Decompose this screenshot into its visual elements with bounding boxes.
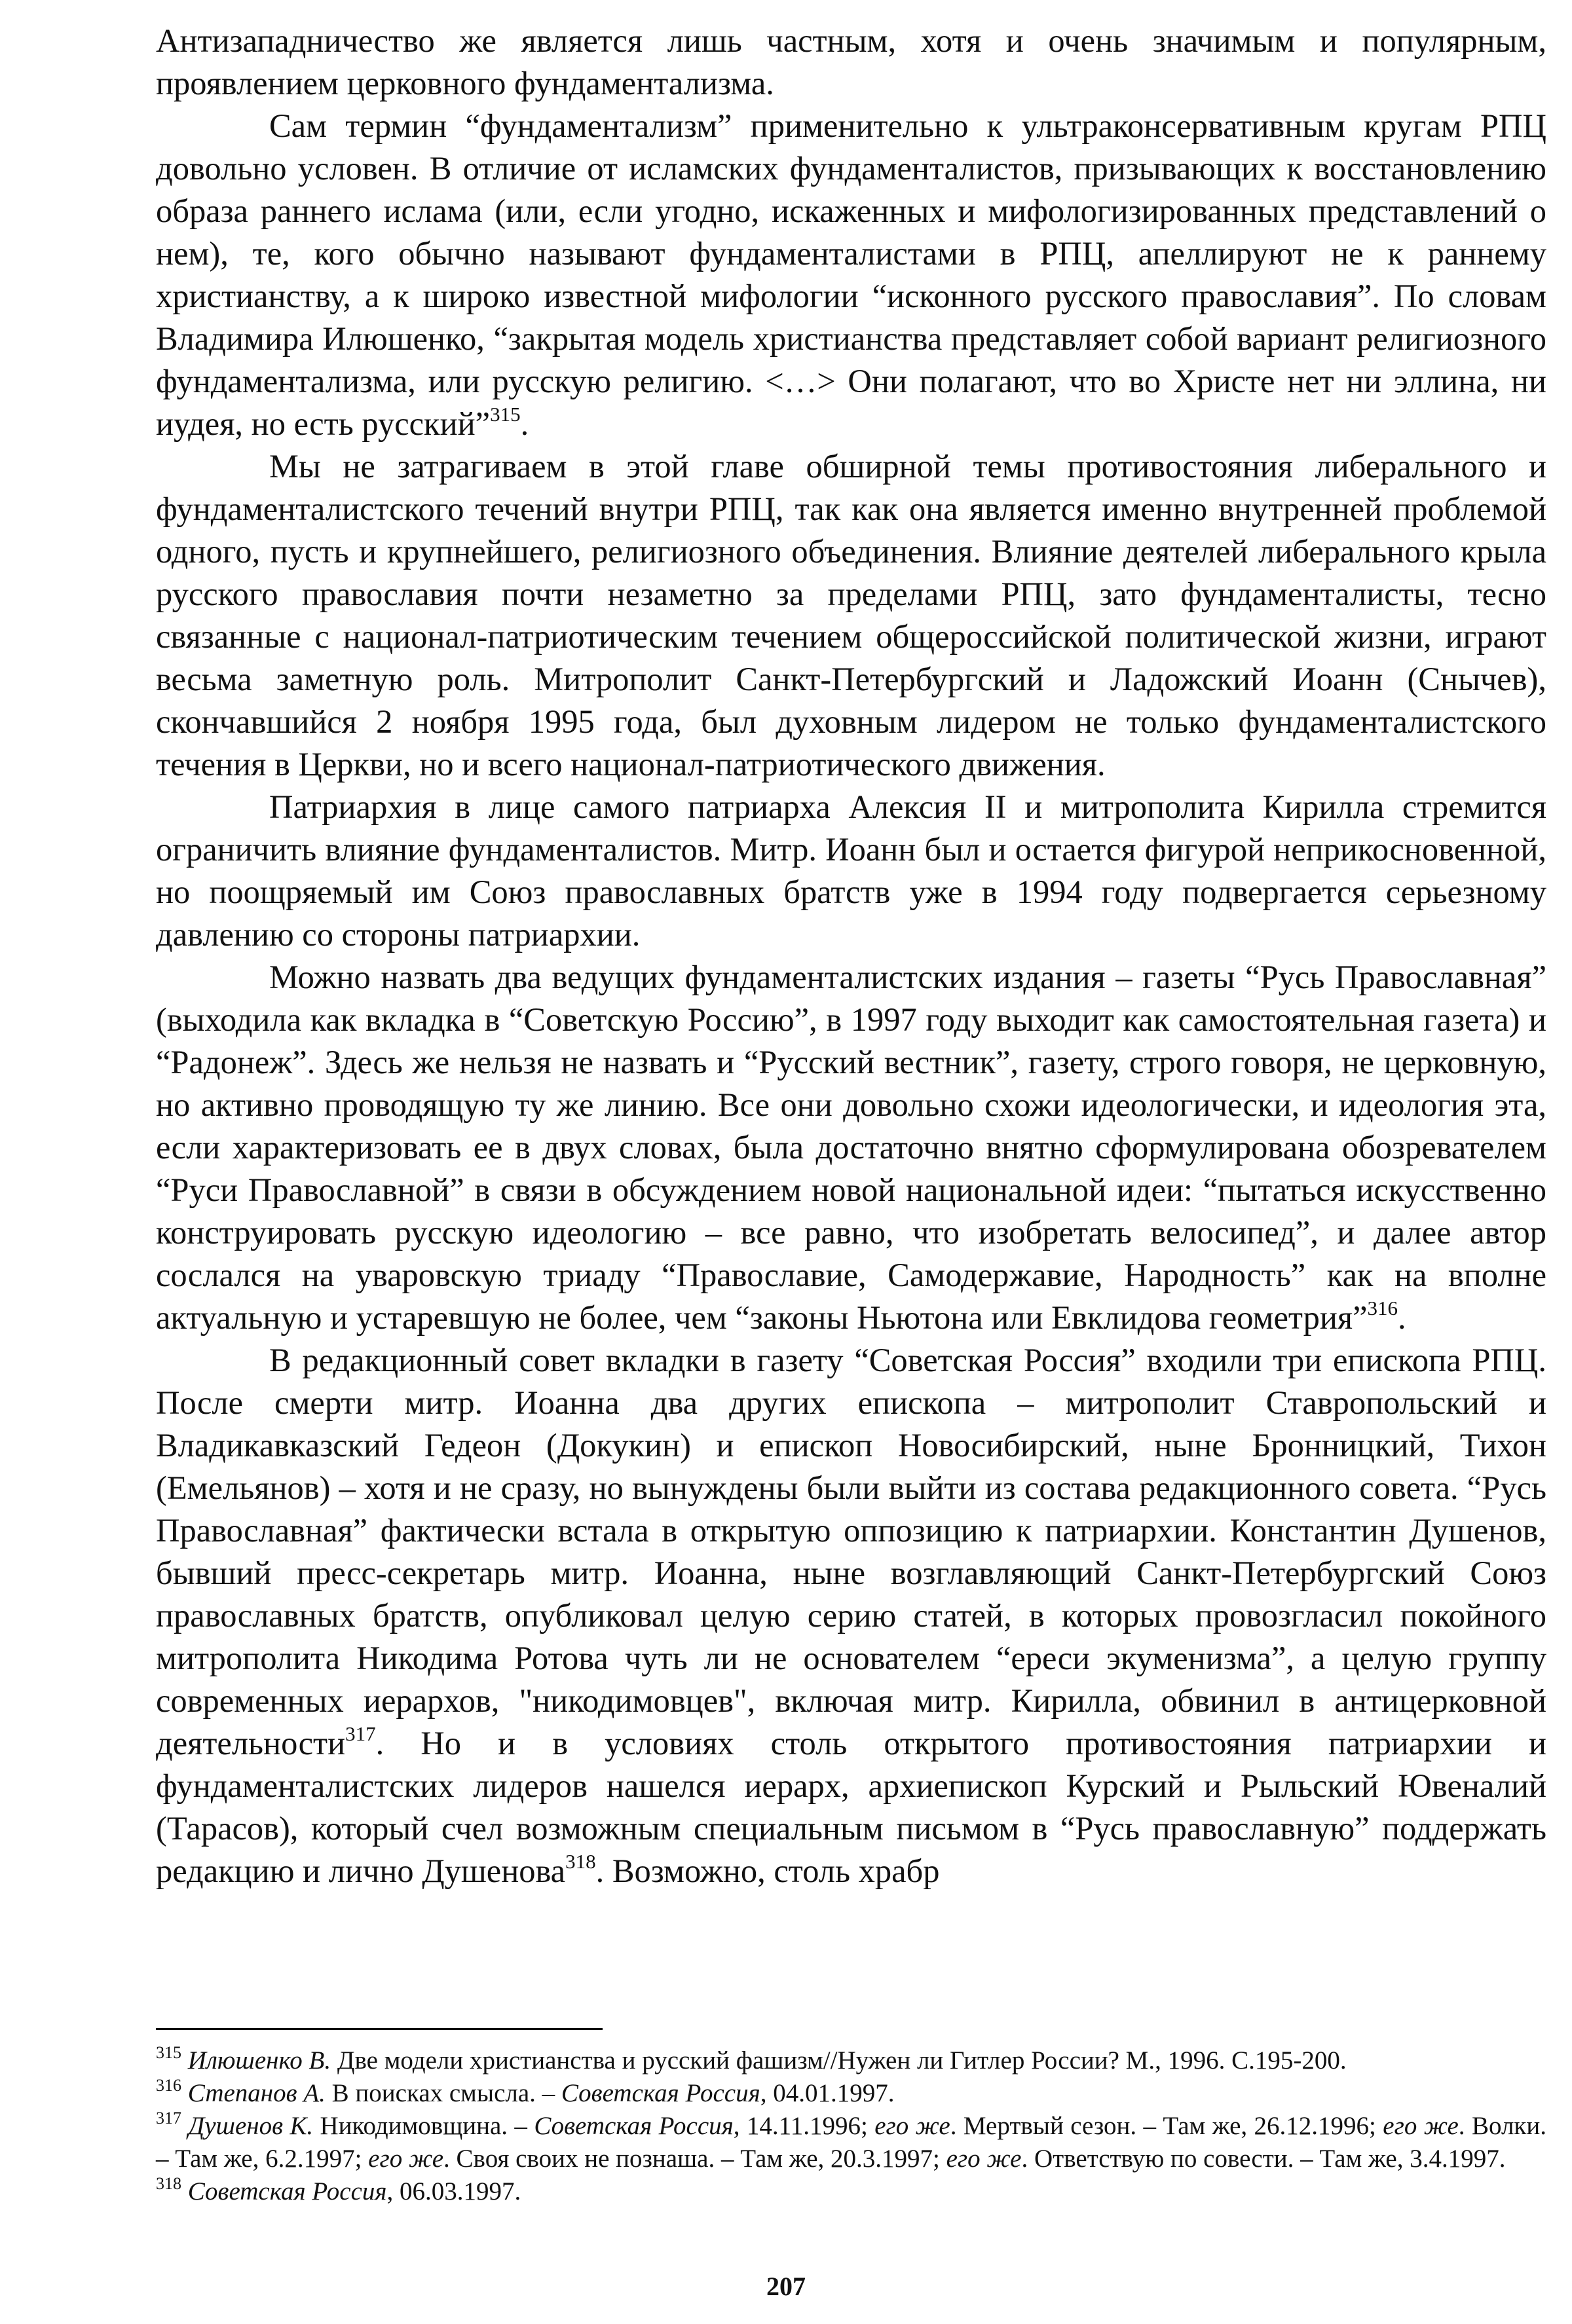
main-text <box>156 20 1546 1892</box>
paragraph: Сам термин “фундаментализм” применительно к ультраконсервативным кругам РПЦ довольно условен. В отличие от исламских фундаменталистов, призывающих к восстановлению образа раннего ислама (или, если угодно, искаженных и мифологизированных представлений о нем), те, кого обычно называют фундаменталистами в РПЦ, апеллируют не к раннему христианству, а к широко известной мифологии “исконного русского православия”. По словам Владимира Илюшенко, “закрытая модель христианства представляет собой вариант религиозного фундаментализма, или русскую религию. <…> Они полагают, что во Христе нет ни эллина, ни иудея, но есть русский”$^{315}$. <box>156 107 1546 442</box>
footnote-ref: 318 <box>565 1850 596 1873</box>
footnote: $^{317}$ Душенов К. Никодимовщина. – Советская Россия, 14.11.1996; его же. Мертвый сезон. – Там же, 26.12.1996; его же. Волки. – Там же, 6.2.1997; его же. Своя своих не познаша. – Там же, 20.3.1997; его же. Ответствую по совести. – Там же, 3.4.1997. <box>156 2109 1546 2173</box>
paragraph: Можно назвать два ведущих фундаменталистских издания – газеты “Русь Православная” (выходила как вкладка в “Советскую Россию”, в 1997 году выходит как самостоятельная газета) и “Радонеж”. Здесь же нельзя не назвать и “Русский вестник”, газету, строго говоря, не церковную, но активно проводящую ту же линию. Все они довольно схожи идеологически, и идеология эта, если характеризовать ее в двух словах, была достаточно внятно сформулирована обозревателем “Руси Православной” в связи в обсуждением новой национальной идеи: “пытаться искусственно конструировать русскую идеологию – все равно, что изобретать велосипед”, и далее автор сослался на уваровскую триаду “Православие, Самодержавие, Народность” как на вполне актуальную и устаревшую не более, чем “законы Ньютона или Евклидова геометрия”$^{316}$. <box>156 959 1546 1336</box>
footnote: $^{316}$ Степанов А. В поисках смысла. – Советская Россия, 04.01.1997. <box>156 2076 895 2107</box>
page-number: 207 <box>766 2272 806 2301</box>
paragraph: Мы не затрагиваем в этой главе обширной темы противостояния либерального и фундаменталистского течений внутри РПЦ, так как она является именно внутренней проблемой одного, пусть и крупнейшего, религиозного объединения. Влияние деятелей либерального крыла русского православия почти незаметно за пределами РПЦ, зато фундаменталисты, тесно связанные с национал-патриотическим течением общероссийской политической жизни, играют весьма заметную роль. Митрополит Санкт-Петербургский и Ладожский Иоанн (Снычев), скончавшийся 2 ноября 1995 года, был духовным лидером не только фундаменталистского течения в Церкви, но и всего национал-патриотического движения. <box>156 448 1546 783</box>
footnote-separator <box>156 2028 603 2030</box>
paragraph: В редакционный совет вкладки в газету “Советская Россия” входили три епископа РПЦ. После смерти митр. Иоанна два других епископа – митрополит Ставропольский и Владикавказский Гедеон (Докукин) и епископ Новосибирский, ныне Бронницкий, Тихон (Емельянов) – хотя и не сразу, но вынуждены были выйти из состава редакционного совета. “Русь Православная” фактически встала в открытую оппозицию к патриархии. Константин Душенов, бывший пресс-секретарь митр. Иоанна, ныне возглавляющий Санкт-Петербургский Союз православных братств, опубликовал целую серию статей, в которых провозгласил покойного митрополита Никодима Ротова чуть ли не основателем “ереси экуменизма”, а целую группу современных иерархов, "никодимовцев", включая митр. Кирилла, обвинил в антицерковной деятельности$^{317}$. Но и в условиях столь открытого противостояния патриархии и фундаменталистских лидеров нашелся иерарх, архиепископ Курский и Рыльский Ювеналий (Тарасов), который счел возможным специальным письмом в “Русь православную” поддержать редакцию и лично Душенова$^{318}$. Возможно, столь храбр <box>156 1342 1546 1889</box>
footnote-ref: 316 <box>1367 1297 1398 1319</box>
footnote: $^{315}$ Илюшенко В. Две модели христианства и русский фашизм//Нужен ли Гитлер России? М., 1996. С.195-200. <box>156 2043 1347 2075</box>
footnotes <box>156 2044 1546 2208</box>
paragraph: Антизападничество же является лишь частным, хотя и очень значимым и популярным, проявлением церковного фундаментализма. <box>156 22 1546 101</box>
footnote: $^{318}$ Советская Россия, 06.03.1997. <box>156 2174 521 2205</box>
footnote-ref: 317 <box>345 1722 376 1745</box>
footnote-ref: 315 <box>490 403 521 426</box>
paragraph: Патриархия в лице самого патриарха Алексия II и митрополита Кирилла стремится ограничить влияние фундаменталистов. Митр. Иоанн был и остается фигурой неприкосновенной, но поощряемый им Союз православных братств уже в 1994 году подвергается серьезному давлению со стороны патриархии. <box>156 788 1546 953</box>
